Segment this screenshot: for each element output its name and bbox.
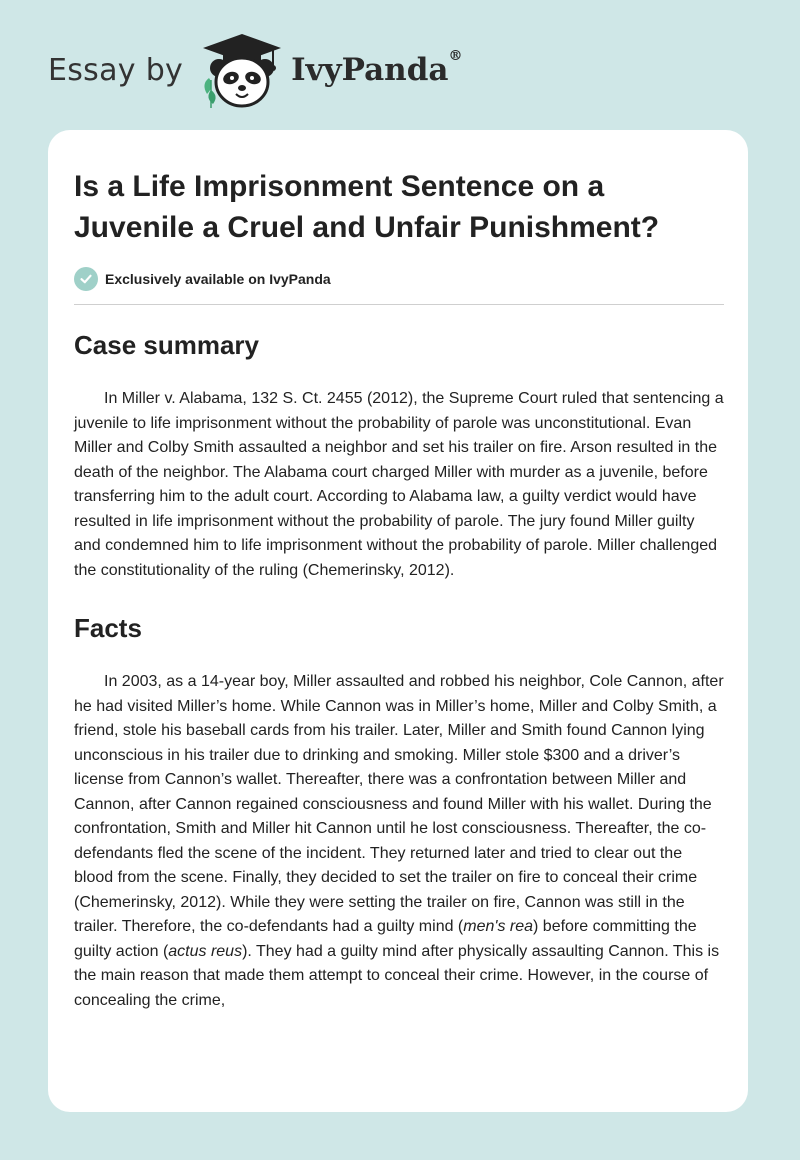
- section-heading-facts: Facts: [74, 613, 142, 643]
- brand-name: IvyPanda®: [291, 48, 463, 88]
- section-heading-case-summary: Case summary: [74, 330, 259, 360]
- panda-graduate-icon: [199, 30, 285, 110]
- check-icon: [74, 267, 98, 291]
- case-summary-paragraph: In Miller v. Alabama, 132 S. Ct. 2455 (2012), the Supreme Court ruled that sentencing a juvenile to life imprisonment without the probability of parole was unconstitutional. Evan Miller and Colby Smith assaulted a neighbor and set his trailer on fire. Arson resulted in the death of the neighbor. The Alabama court charged Miller with murder as a juvenile, before transferring him to the adult court. According to Alabama law, a guilty verdict would have resulted in life imprisonment without the probability of parole. The jury found Miller guilty and condemned him to life imprisonment without the probability of parole. Miller challenged the constitutionality of the ruling (Chemerinsky, 2012).: [74, 390, 724, 579]
- brand-prefix: Essay by: [48, 52, 184, 88]
- essay-title: Is a Life Imprisonment Sentence on a Juvenile a Cruel and Unfair Punishment?: [74, 170, 660, 244]
- term-actus-reus: actus reus: [168, 942, 243, 960]
- facts-paragraph: In 2003, as a 14-year boy, Miller assaulted and robbed his neighbor, Cole Cannon, after he had visited Miller’s home. While Cannon was in Miller’s home, Miller and Colby Smith, a friend, stole his baseball cards from his trailer. Later, Miller and Smith found Cannon lying unconscious in his trailer due to drinking and smoking. Miller stole $300 and a driver’s license from Cannon’s wallet. Thereafter, there was a confrontation between Miller and Cannon, after Cannon regained consciousness and found Miller with his wallet. During the confrontation, Smith and Miller hit Cannon until he lost consciousness. Thereafter, the co-defendants fled the scene of the incident. They returned later and tried to clear out the blood from the scene. Finally, they decided to set the trailer on fire to conceal their crime (Chemerinsky, 2012). While they were setting the trailer on fire, Cannon was still in the trailer. Therefore, the co-defendants had a guilty mind (men's rea) before committing the guilty action (actus reus). They had a guilty mind after physically assaulting Cannon. This is the main reason that made them attempt to conceal their crime. However, in the course of concealing the crime,: [74, 673, 724, 1009]
- registered-mark: ®: [448, 48, 463, 64]
- term-mens-rea: men's rea: [463, 918, 534, 935]
- essay-card: [48, 130, 748, 1112]
- exclusive-badge: [74, 266, 724, 292]
- essay-content: [74, 166, 724, 1013]
- brand-header[interactable]: [48, 30, 463, 110]
- badge-text: Exclusively available on IvyPanda: [105, 271, 331, 287]
- divider: [74, 304, 724, 305]
